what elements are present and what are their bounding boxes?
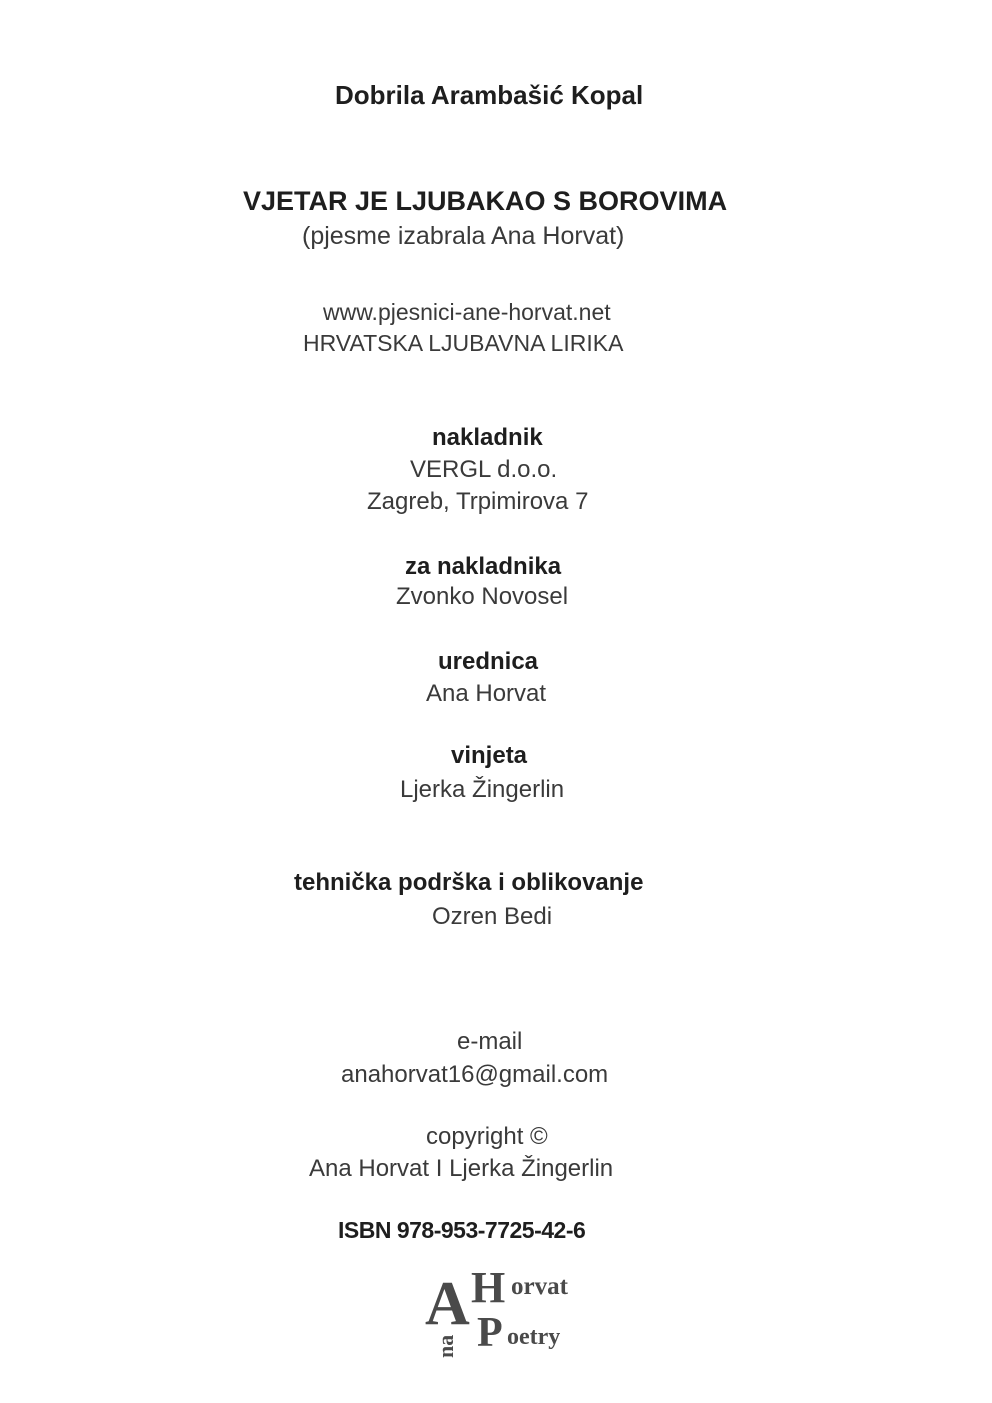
website-link[interactable]: www.pjesnici-ane-horvat.net (323, 299, 611, 325)
vignette-name: Ljerka Žingerlin (400, 776, 565, 803)
logo-word-oetry: oetry (507, 1324, 561, 1350)
logo-word-na: na (433, 1334, 458, 1358)
publisher-heading: nakladnik (432, 424, 543, 451)
email-address[interactable]: anahorvat16@gmail.com (341, 1061, 609, 1088)
editor-heading: urednica (438, 648, 539, 675)
book-title: VJETAR JE LJUBAKAO S BOROVIMA (243, 186, 728, 216)
publisher-address: Zagreb, Trpimirova 7 (367, 488, 589, 515)
for-publisher-name: Zvonko Novosel (396, 583, 569, 610)
logo-word-orvat: orvat (511, 1273, 568, 1300)
copyright-label: copyright © (426, 1123, 548, 1150)
tech-support-name: Ozren Bedi (432, 903, 553, 930)
logo-letter-p: P (477, 1310, 503, 1356)
logo-letter-h: H (471, 1263, 506, 1312)
book-subtitle: (pjesme izabrala Ana Horvat) (302, 222, 625, 250)
series-name: HRVATSKA LJUBAVNA LIRIKA (303, 330, 624, 356)
ana-horvat-poetry-logo (415, 1262, 605, 1362)
logo-letter-a: A (425, 1270, 470, 1338)
publisher-name: VERGL d.o.o. (410, 456, 558, 483)
isbn-number: ISBN 978-953-7725-42-6 (338, 1217, 586, 1243)
author-name: Dobrila Arambašić Kopal (335, 80, 644, 110)
email-label: e-mail (457, 1028, 523, 1055)
copyright-holders: Ana Horvat I Ljerka Žingerlin (309, 1155, 614, 1182)
for-publisher-heading: za nakladnika (405, 553, 562, 580)
tech-support-heading: tehnička podrška i oblikovanje (294, 869, 644, 896)
vignette-heading: vinjeta (451, 742, 528, 769)
editor-name: Ana Horvat (426, 680, 547, 707)
